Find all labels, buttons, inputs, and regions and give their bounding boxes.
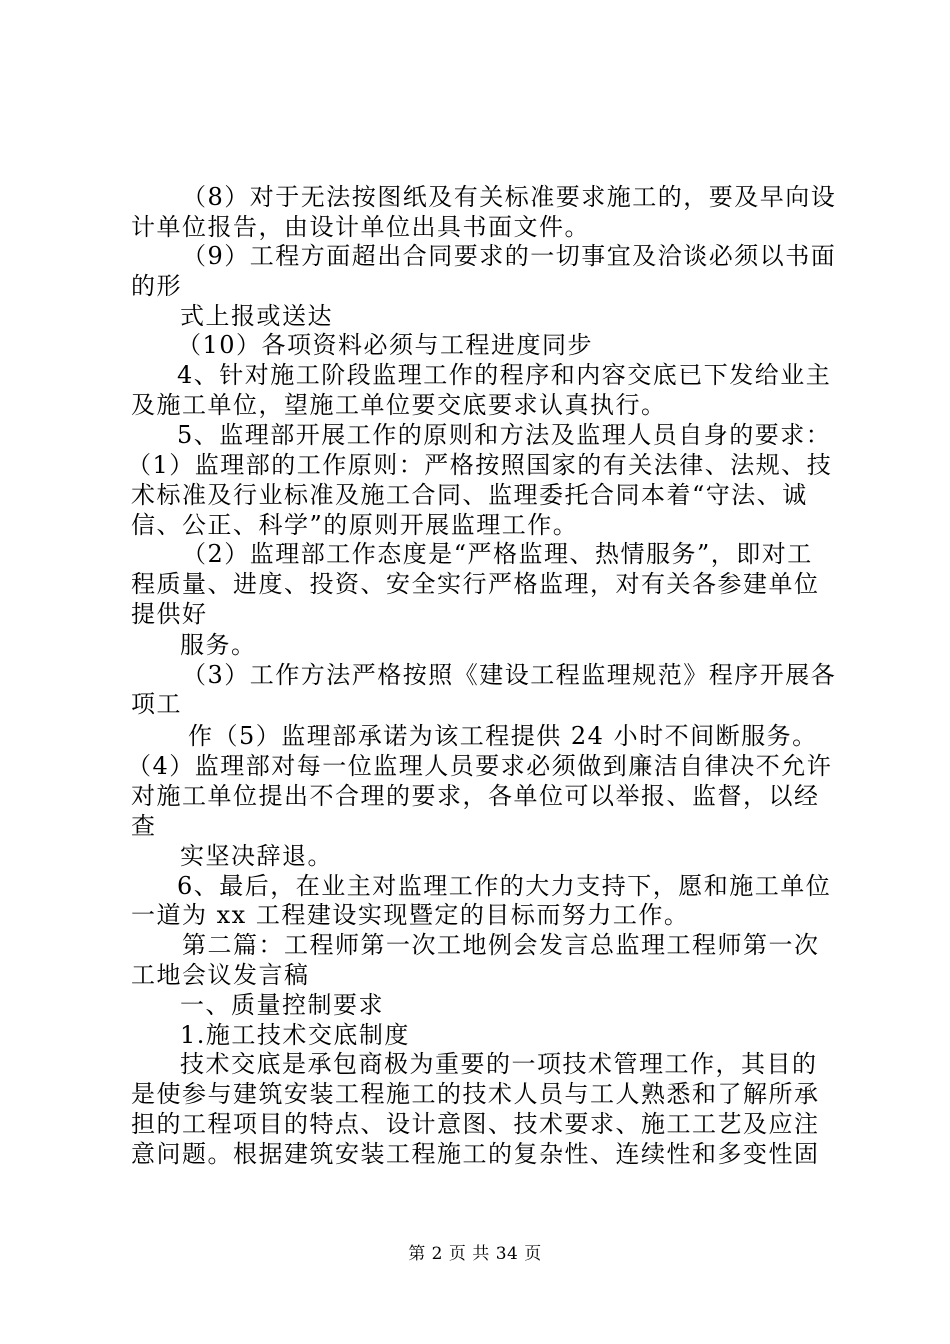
text-line: 5、监理部开展工作的原则和方法及监理人员自身的要求：	[177, 421, 832, 449]
text-line: 服务。	[180, 631, 257, 659]
text-line: 作（5）监理部承诺为该工程提供 24 小时不间断服务。	[188, 722, 818, 750]
text-line: 式上报或送达	[180, 302, 333, 330]
text-line: 术标准及行业标准及施工合同、监理委托合同本着“守法、诚	[131, 481, 808, 509]
text-line: 1.施工技术交底制度	[180, 1021, 410, 1049]
text-line: 实坚决辞退。	[180, 842, 333, 870]
text-line: 意问题。根据建筑安装工程施工的复杂性、连续性和多变性固	[131, 1140, 820, 1168]
text-line: 对施工单位提出不合理的要求，各单位可以举报、监督，以经	[131, 782, 820, 810]
page-number-footer: 第 2 页 共 34 页	[408, 1244, 542, 1264]
text-line: 查	[131, 812, 157, 840]
text-line: 一道为 xx 工程建设实现暨定的目标而努力工作。	[131, 901, 690, 929]
text-line: 的形	[131, 272, 182, 300]
text-line: （10）各项资料必须与工程进度同步	[177, 331, 594, 359]
text-line: 一、质量控制要求	[180, 991, 384, 1019]
text-line: 担的工程项目的特点、设计意图、技术要求、施工工艺及应注	[131, 1110, 820, 1138]
text-line: 程质量、进度、投资、安全实行严格监理，对有关各参建单位	[131, 570, 820, 598]
text-line: （8）对于无法按图纸及有关标准要求施工的，要及早向设	[182, 183, 837, 211]
text-line: （9）工程方面超出合同要求的一切事宜及洽谈必须以书面	[182, 242, 837, 270]
text-line: 第二篇：工程师第一次工地例会发言总监理工程师第一次	[182, 931, 820, 959]
text-line: 项工	[131, 690, 182, 718]
text-line: 计单位报告，由设计单位出具书面文件。	[131, 213, 590, 241]
text-line: 是使参与建筑安装工程施工的技术人员与工人熟悉和了解所承	[131, 1080, 820, 1108]
text-line: 及施工单位，望施工单位要交底要求认真执行。	[131, 391, 667, 419]
text-line: 提供好	[131, 600, 208, 628]
text-line: （3）工作方法严格按照《建设工程监理规范》程序开展各	[182, 661, 837, 689]
text-line: 工地会议发言稿	[131, 961, 310, 989]
text-line: 信、公正、科学”的原则开展监理工作。	[131, 511, 579, 539]
text-line: 4、针对施工阶段监理工作的程序和内容交底已下发给业主	[177, 361, 832, 389]
text-line: （2）监理部工作态度是“严格监理、热情服务”，即对工	[182, 540, 813, 568]
text-line: （1）监理部的工作原则：严格按照国家的有关法律、法规、技	[127, 451, 833, 479]
text-line: 技术交底是承包商极为重要的一项技术管理工作，其目的	[180, 1050, 818, 1078]
text-line: 6、最后，在业主对监理工作的大力支持下，愿和施工单位	[177, 872, 832, 900]
text-line: （4）监理部对每一位监理人员要求必须做到廉洁自律决不允许	[127, 752, 833, 780]
